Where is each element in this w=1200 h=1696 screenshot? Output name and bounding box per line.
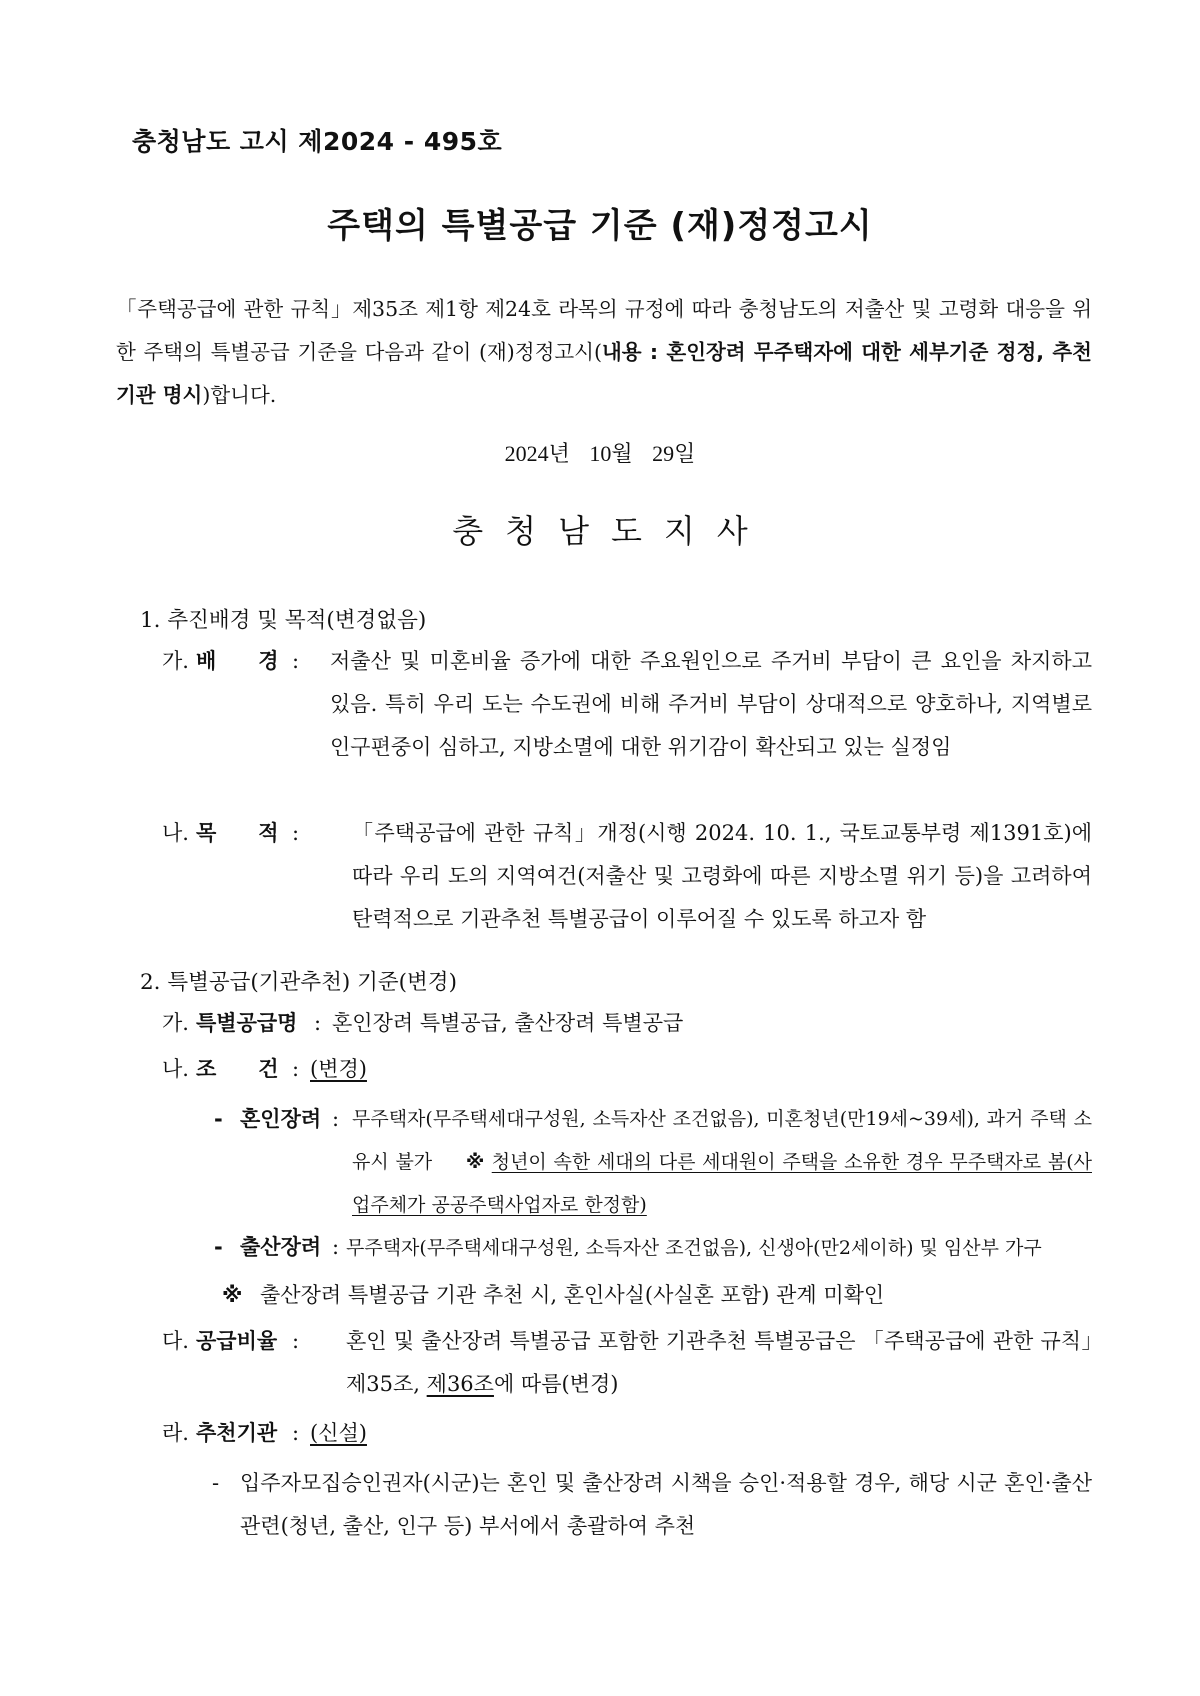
recommend-text: 입주자모집승인권자(시군)는 혼인 및 출산장려 시책을 승인·적용할 경우, 해당 시군 혼인·출산 관련(청년, 출산, 인구 등) 부서에서 총괄하여 추천 <box>240 1471 1092 1538</box>
section-2-item-c-label-group <box>162 1320 299 1363</box>
section-1-item-a-label-group <box>162 640 299 683</box>
condition-text: 무주택자(무주택세대구성원, 소득자산 조건없음), 신생아(만2세이하) 및 임산부 가구 <box>346 1237 1042 1259</box>
section-1-item-b-text: 「주택공급에 관한 규칙」개정(시행 2024. 10. 1., 국토교통부령 제1391호)에 따라 우리 도의 지역여건(저출산 및 고령화에 따른 지방소멸 위기 등)을 고려하여 탄력적으로 기관추천 특별공급이 이루어질 수 있도록 하고자 함 <box>352 821 1092 931</box>
item-text-end: 에 따름(변경) <box>493 1372 619 1396</box>
intro-paragraph <box>116 288 1092 417</box>
condition-text: 무주택자(무주택세대구성원, 소득자산 조건없음), 미혼청년(만19세~39세), 과거 주택 소유시 불가 <box>352 1108 1092 1173</box>
item-text: 혼인 및 출산장려 특별공급 포함한 기관추천 특별공급은 「주택공급에 관한 규칙」제35조, <box>346 1329 1092 1396</box>
section-2-item-c-text <box>346 1320 1092 1406</box>
item-marker: 나. <box>162 821 189 845</box>
intro-bold-content: 내용 : 혼인장려 무주택자에 대한 세부기준 정정, 추천기관 명시 <box>116 340 1092 407</box>
recommend-dash: - <box>212 1471 220 1495</box>
condition-separator: : <box>332 1235 340 1259</box>
item-marker: 다. <box>162 1329 189 1353</box>
item-separator: : <box>292 1329 300 1353</box>
item-marker: 라. <box>162 1421 189 1445</box>
item-label: 추천기관 <box>196 1421 278 1445</box>
note-mark: ※ <box>465 1151 485 1173</box>
section-2-item-a <box>162 1002 683 1045</box>
note-text: 출산장려 특별공급 기관 추천 시, 혼인사실(사실혼 포함) 관계 미확인 <box>260 1283 885 1307</box>
item-text: (변경) <box>310 1057 367 1081</box>
marriage-condition-text <box>352 1098 1092 1227</box>
note-mark: ※ <box>222 1283 243 1307</box>
section-1-heading: 1. 추진배경 및 목적(변경없음) <box>140 608 427 633</box>
item-text-underlined: 제36조 <box>426 1372 494 1396</box>
item-separator: : <box>292 1421 300 1445</box>
dash: - <box>214 1235 223 1259</box>
birth-label-group <box>214 1226 1042 1270</box>
intro-text: 「주택공급에 관한 규칙」제35조 제1항 제24호 라목의 규정에 따라 충청남도의 저출산 및 고령화 대응을 위한 주택의 특별공급 기준을 다음과 같이 (재)정정고시( <box>116 297 1092 364</box>
item-separator: : <box>292 649 300 673</box>
item-label: 조 건 <box>196 1057 279 1081</box>
condition-label: 혼인장려 <box>240 1107 322 1131</box>
item-separator: : <box>292 1057 300 1081</box>
item-text: (신설) <box>310 1421 367 1445</box>
issuer: 충청남도지사 <box>452 512 770 550</box>
condition-label: 출산장려 <box>240 1235 322 1259</box>
item-label: 목 적 <box>196 821 279 845</box>
section-1-item-b-label-group <box>162 812 299 855</box>
item-label: 특별공급명 <box>196 1011 298 1035</box>
notice-number: 충청남도 고시 제2024 - 495호 <box>132 127 503 156</box>
item-separator: : <box>314 1011 322 1035</box>
item-label: 공급비율 <box>196 1329 278 1353</box>
condition-separator: : <box>332 1107 340 1131</box>
section-2-item-d <box>162 1412 367 1455</box>
section-2-heading: 2. 특별공급(기관추천) 기준(변경) <box>140 970 457 995</box>
page-title: 주택의 특별공급 기준 (재)정정고시 <box>327 206 873 246</box>
condition-note: 청년이 속한 세대의 다른 세대원이 주택을 소유한 경우 무주택자로 봄(사업주체가 공공주택사업자로 한정함) <box>352 1151 1092 1216</box>
marriage-label-group <box>214 1098 339 1141</box>
birth-note <box>222 1274 884 1317</box>
section-2-item-b <box>162 1048 367 1091</box>
notice-date: 2024년 10월 29일 <box>504 441 696 466</box>
item-marker: 가. <box>162 649 189 673</box>
item-marker: 나. <box>162 1057 189 1081</box>
section-1-item-a-text: 저출산 및 미혼비율 증가에 대한 주요원인으로 주거비 부담이 큰 요인을 차지하고 있음. 특히 우리 도는 수도권에 비해 주거비 부담이 상대적으로 양호하나, 지역별로 인구편중이 심하고, 지방소멸에 대한 위기감이 확산되고 있는 실정임 <box>330 649 1092 759</box>
item-separator: : <box>292 821 300 845</box>
item-marker: 가. <box>162 1011 189 1035</box>
item-text: 혼인장려 특별공급, 출산장려 특별공급 <box>332 1011 684 1035</box>
dash: - <box>214 1107 223 1131</box>
intro-text-end: )합니다. <box>202 383 277 407</box>
item-label: 배 경 <box>196 649 279 673</box>
